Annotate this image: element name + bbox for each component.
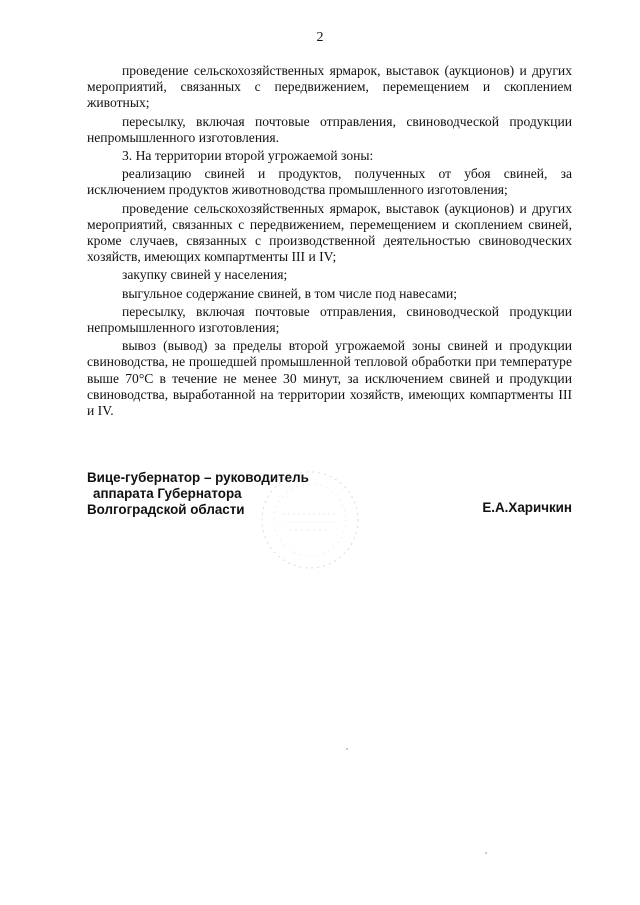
paragraph: вывоз (вывод) за пределы второй угрожаемой зоны свиней и продукции свиноводства, не прошедшей промышленной тепловой обработки при температуре выше 70°C в течение не менее 30 минут, за исключением свиней и продукции свиноводства, выработанной на территории хозяйств, имеющих компартменты III и IV. — [87, 338, 572, 419]
paragraph: реализацию свиней и продуктов, полученных от убоя свиней, за исключением продуктов животноводства промышленного изготовления; — [87, 166, 572, 198]
signer-name: Е.А.Харичкин — [482, 500, 572, 515]
position-line: Волгоградской области — [87, 502, 245, 517]
paragraph: проведение сельскохозяйственных ярмарок, выставок (аукционов) и других мероприятий, связанных с передвижением, перемещением и скоплением свиней, кроме случаев, связанных с производственной деятельностью свиноводческих хозяйств, имеющих компартменты III и IV; — [87, 200, 572, 265]
paragraph: пересылку, включая почтовые отправления, свиноводческой продукции непромышленного изготовления. — [87, 113, 572, 145]
paragraph: пересылку, включая почтовые отправления, свиноводческой продукции непромышленного изготовления; — [87, 303, 572, 336]
position-line: Вице-губернатор – руководитель — [87, 470, 309, 485]
document-body — [87, 63, 572, 421]
paragraph: закупку свиней у населения; — [122, 267, 288, 283]
scan-speck — [485, 852, 487, 854]
scan-speck — [346, 748, 348, 750]
faded-stamp-seal — [255, 462, 365, 577]
paragraph: проведение сельскохозяйственных ярмарок, выставок (аукционов) и других мероприятий, связанных с передвижением, перемещением и скоплением животных; — [87, 63, 572, 111]
position-line: аппарата Губернатора — [93, 486, 242, 501]
paragraph: 3. На территории второй угрожаемой зоны: — [122, 148, 374, 164]
page-number: 2 — [316, 30, 324, 45]
paragraph: выгульное содержание свиней, в том числе под навесами; — [122, 285, 458, 301]
